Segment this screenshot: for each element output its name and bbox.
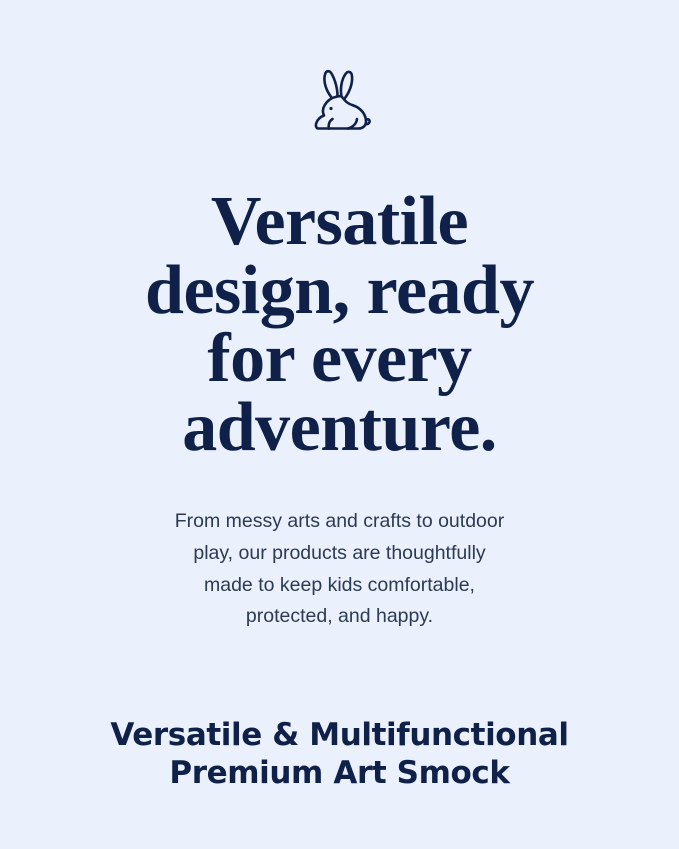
headline-line-2: design, ready [145, 251, 534, 329]
product-name-line-1: Versatile & Multifunctional [110, 717, 569, 754]
product-name [0, 717, 679, 793]
product-name-line-2: Premium Art Smock [169, 755, 510, 792]
body-line-3: made to keep kids comfortable, [204, 573, 475, 596]
rabbit-icon [301, 65, 379, 137]
body-line-2: play, our products are thoughtfully [193, 541, 486, 564]
headline-line-1: Versatile [210, 183, 469, 260]
body-line-4: protected, and happy. [245, 605, 434, 628]
body-copy [125, 506, 555, 632]
headline [60, 183, 620, 466]
logo-area [0, 62, 679, 140]
body-line-1: From messy arts and crafts to outdoor [174, 510, 505, 533]
headline-line-4: adventure. [182, 388, 497, 466]
headline-line-3: for every [207, 320, 472, 398]
